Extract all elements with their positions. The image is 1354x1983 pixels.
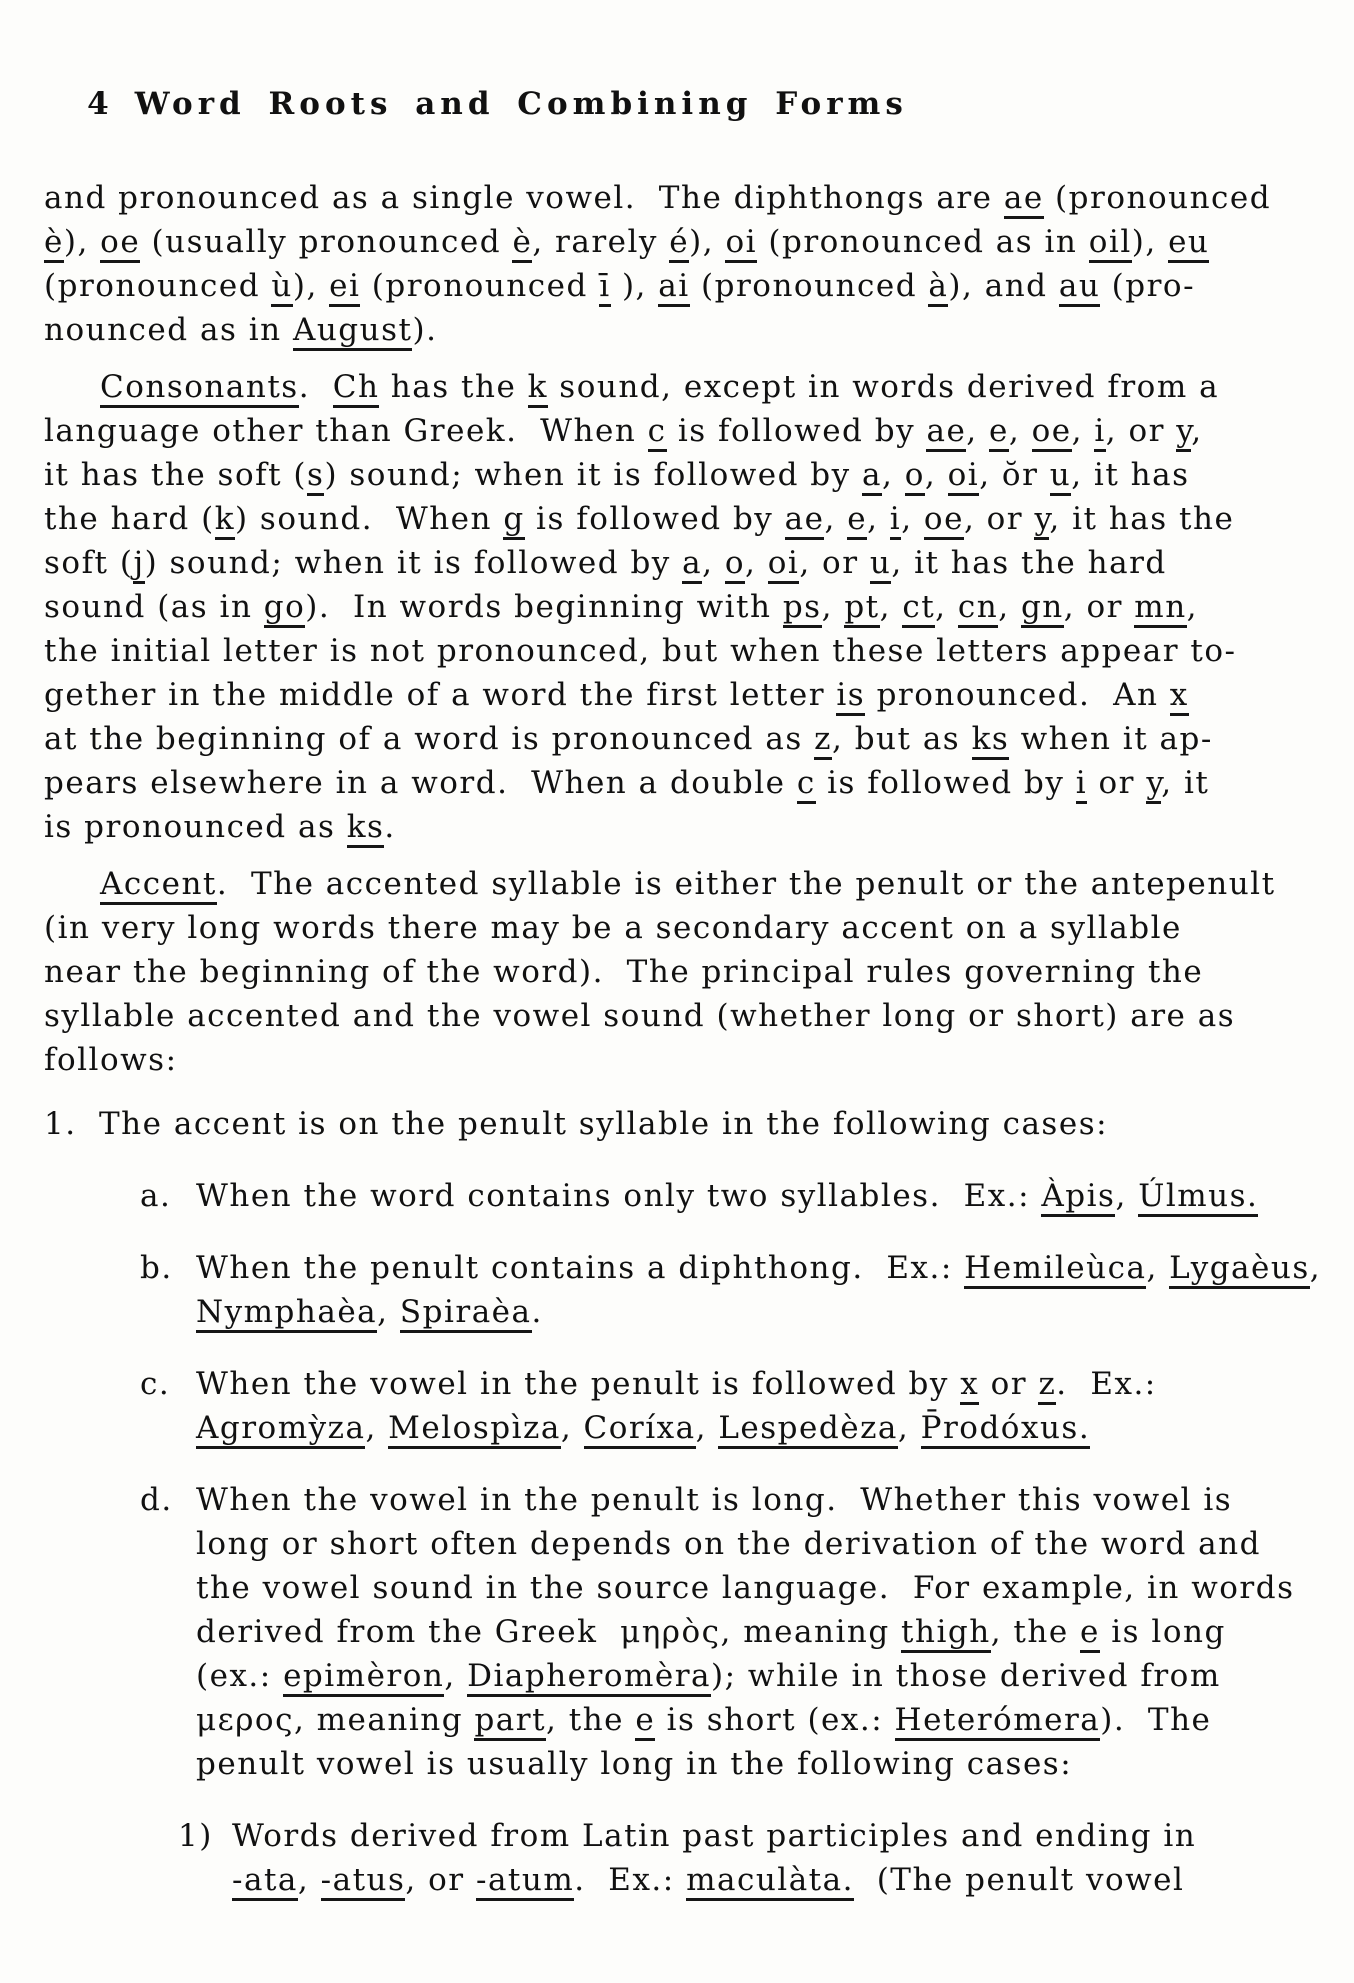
underlined-term: Consonants	[100, 369, 299, 408]
paragraph	[44, 365, 1336, 849]
underlined-term: e	[847, 501, 867, 540]
underlined-term: i	[1094, 413, 1105, 452]
text-line: follows:	[44, 1042, 178, 1078]
underlined-term: è	[44, 224, 64, 263]
text-line: nounced as in August).	[44, 308, 1336, 352]
text-line: Words derived from Latin past participles and ending in	[232, 1818, 1197, 1854]
underlined-term: ks	[347, 809, 385, 848]
list-marker: c.	[140, 1366, 171, 1402]
underlined-term: is	[836, 677, 865, 716]
text-line: (pronounced ù), ei (pronounced ī ), ai (pronounced à), and au (pro-	[44, 264, 1336, 308]
list-item	[140, 1478, 1336, 1786]
underlined-term: ae	[785, 501, 825, 540]
page-body	[44, 176, 1336, 1902]
text-line: sound (as in go). In words beginning with ps, pt, ct, cn, gn, or mn,	[44, 585, 1336, 629]
text-line: (in very long words there may be a secondary accent on a syllable	[44, 910, 1182, 946]
underlined-term: Agromỳza	[196, 1410, 365, 1449]
underlined-term: Coríxa	[584, 1410, 696, 1449]
underlined-term: x	[1170, 677, 1189, 716]
underlined-term: k	[215, 501, 235, 540]
underlined-term: Heterómera	[895, 1702, 1101, 1741]
page-number: 4	[87, 86, 109, 122]
underlined-term: ī	[599, 268, 610, 307]
list-item-text	[196, 1174, 1336, 1218]
text-line: the vowel sound in the source language. For example, in words	[196, 1570, 1295, 1606]
underlined-term: ps	[783, 589, 822, 628]
underlined-term: Ch	[333, 369, 380, 408]
underlined-term: Nymphaèa	[196, 1294, 377, 1333]
text-line: Nymphaèa, Spiraèa.	[196, 1290, 1336, 1334]
underlined-term: oi	[725, 224, 757, 263]
list-marker: b.	[140, 1250, 173, 1286]
underlined-term: Hemileùca	[964, 1250, 1146, 1289]
list-marker: a.	[140, 1178, 172, 1214]
text-line: Agromỳza, Melospìza, Coríxa, Lespedèza, P̄rodóxus.	[196, 1406, 1336, 1450]
text-line: soft (j) sound; when it is followed by a, o, oi, or u, it has the hard	[44, 541, 1336, 585]
underlined-term: c	[797, 765, 816, 804]
underlined-term: ae	[926, 413, 966, 452]
underlined-term: ei	[329, 268, 360, 307]
underlined-term: é	[669, 224, 689, 263]
underlined-term: a	[682, 545, 702, 584]
underlined-term: z	[814, 721, 832, 760]
list-item-text	[196, 1362, 1336, 1450]
text-line: language other than Greek. When c is followed by ae, e, oe, i, or y,	[44, 409, 1336, 453]
paragraph	[44, 862, 1336, 1082]
text-line: (ex.: epimèron, Diapheromèra); while in those derived from	[196, 1654, 1336, 1698]
underlined-term: e	[635, 1702, 655, 1741]
text-line: penult vowel is usually long in the following cases:	[196, 1746, 1073, 1782]
page-title: Word Roots and Combining Forms	[134, 86, 908, 122]
underlined-term: a	[862, 457, 882, 496]
underlined-term: u	[1050, 457, 1071, 496]
underlined-term: -ata	[232, 1862, 298, 1901]
underlined-term: oil	[1089, 224, 1132, 263]
underlined-term: o	[725, 545, 745, 584]
underlined-term: x	[960, 1366, 979, 1405]
text-line: -ata, -atus, or -atum. Ex.: maculàta. (The penult vowel	[232, 1858, 1336, 1902]
list-item-text	[232, 1814, 1336, 1902]
underlined-term: e	[989, 413, 1009, 452]
underlined-term: pt	[844, 589, 879, 628]
underlined-term: y	[1034, 501, 1049, 540]
paragraph	[44, 176, 1336, 352]
text-line: When the word contains only two syllables. Ex.: Àpis, Úlmus.	[196, 1174, 1336, 1218]
list-marker: d.	[140, 1482, 173, 1518]
underlined-term: oi	[768, 545, 800, 584]
underlined-term: Spiraèa	[400, 1294, 532, 1333]
underlined-term: go	[264, 589, 306, 628]
underlined-term: ai	[658, 268, 689, 307]
underlined-term: s	[307, 457, 324, 496]
underlined-term: ks	[972, 721, 1010, 760]
text-line: near the beginning of the word). The principal rules governing the	[44, 954, 1204, 990]
underlined-term: oe	[100, 224, 140, 263]
underlined-term: o	[905, 457, 925, 496]
underlined-term: oe	[1032, 413, 1072, 452]
list-marker: 1.	[44, 1106, 77, 1142]
text-line: The accent is on the penult syllable in the following cases:	[99, 1106, 1109, 1142]
underlined-term: ae	[1004, 180, 1044, 219]
underlined-term: k	[528, 369, 548, 408]
underlined-term: thigh	[901, 1614, 991, 1653]
underlined-term: Lespedèza	[718, 1410, 898, 1449]
list-item	[140, 1246, 1336, 1334]
underlined-term: Accent	[100, 866, 217, 905]
list-item	[140, 1174, 1336, 1218]
underlined-term: gn	[1021, 589, 1064, 628]
underlined-term: oe	[924, 501, 964, 540]
underlined-term: ù	[271, 268, 292, 307]
running-header	[44, 50, 908, 158]
underlined-term: maculàta.	[686, 1862, 854, 1901]
text-line: is pronounced as ks.	[44, 805, 1336, 849]
underlined-term: c	[648, 413, 667, 452]
list-marker: 1)	[178, 1818, 213, 1854]
text-line: Accent. The accented syllable is either the penult or the antepenult	[44, 862, 1336, 906]
underlined-term: eu	[1168, 224, 1209, 263]
text-line: the initial letter is not pronounced, but when these letters appear to-	[44, 633, 1237, 669]
text-line: pears elsewhere in a word. When a double c is followed by i or y, it	[44, 761, 1336, 805]
underlined-term: oi	[948, 457, 980, 496]
underlined-term: u	[870, 545, 891, 584]
list-item	[178, 1814, 1336, 1902]
underlined-term: Melospìza	[388, 1410, 561, 1449]
text-line: gether in the middle of a word the first letter is pronounced. An x	[44, 673, 1336, 717]
underlined-term: i	[890, 501, 901, 540]
text-line: When the vowel in the penult is long. Whether this vowel is	[196, 1482, 1233, 1518]
underlined-term: z	[1038, 1366, 1056, 1405]
text-line: When the penult contains a diphthong. Ex.: Hemileùca, Lygaèus,	[196, 1246, 1336, 1290]
text-line: and pronounced as a single vowel. The diphthongs are ae (pronounced	[44, 176, 1336, 220]
list-item	[44, 1102, 1336, 1146]
text-line: long or short often depends on the derivation of the word and	[196, 1526, 1261, 1562]
underlined-term: Diapheromèra	[467, 1658, 711, 1697]
underlined-term: y	[1176, 413, 1191, 452]
underlined-term: g	[503, 501, 524, 540]
text-line: Consonants. Ch has the k sound, except in words derived from a	[44, 365, 1336, 409]
underlined-term: cn	[958, 589, 998, 628]
underlined-term: e	[1080, 1614, 1100, 1653]
underlined-term: -atum	[476, 1862, 574, 1901]
underlined-term: August	[293, 312, 413, 351]
underlined-term: mn	[1134, 589, 1186, 628]
text-line: è), oe (usually pronounced è, rarely é), oi (pronounced as in oil), eu	[44, 220, 1336, 264]
text-line: When the vowel in the penult is followed by x or z. Ex.:	[196, 1362, 1336, 1406]
text-line: μερος, meaning part, the e is short (ex.: Heterómera). The	[196, 1698, 1336, 1742]
text-line: at the beginning of a word is pronounced as z, but as ks when it ap-	[44, 717, 1336, 761]
underlined-term: è	[512, 224, 532, 263]
underlined-term: ct	[902, 589, 935, 628]
underlined-term: i	[1076, 765, 1087, 804]
underlined-term: à	[928, 268, 948, 307]
underlined-term: j	[133, 545, 144, 584]
text-line: it has the soft (s) sound; when it is followed by a, o, oi, ŏr u, it has	[44, 453, 1336, 497]
list-item-text	[196, 1478, 1336, 1786]
underlined-term: P̄rodóxus.	[921, 1410, 1091, 1449]
list-item	[140, 1362, 1336, 1450]
underlined-term: Lygaèus	[1169, 1250, 1310, 1289]
underlined-term: Úlmus.	[1138, 1178, 1258, 1217]
list-item-text	[196, 1246, 1336, 1334]
text-line: the hard (k) sound. When g is followed by ae, e, i, oe, or y, it has the	[44, 497, 1336, 541]
text-line: derived from the Greek μηρὸς, meaning thigh, the e is long	[196, 1610, 1336, 1654]
underlined-term: au	[1059, 268, 1100, 307]
text-line: syllable accented and the vowel sound (whether long or short) are as	[44, 998, 1236, 1034]
underlined-term: y	[1146, 765, 1161, 804]
underlined-term: Àpis	[1041, 1178, 1115, 1217]
list-item-text	[99, 1102, 1336, 1146]
underlined-term: part	[474, 1702, 546, 1741]
underlined-term: -atus	[321, 1862, 406, 1901]
underlined-term: epimèron	[283, 1658, 444, 1697]
